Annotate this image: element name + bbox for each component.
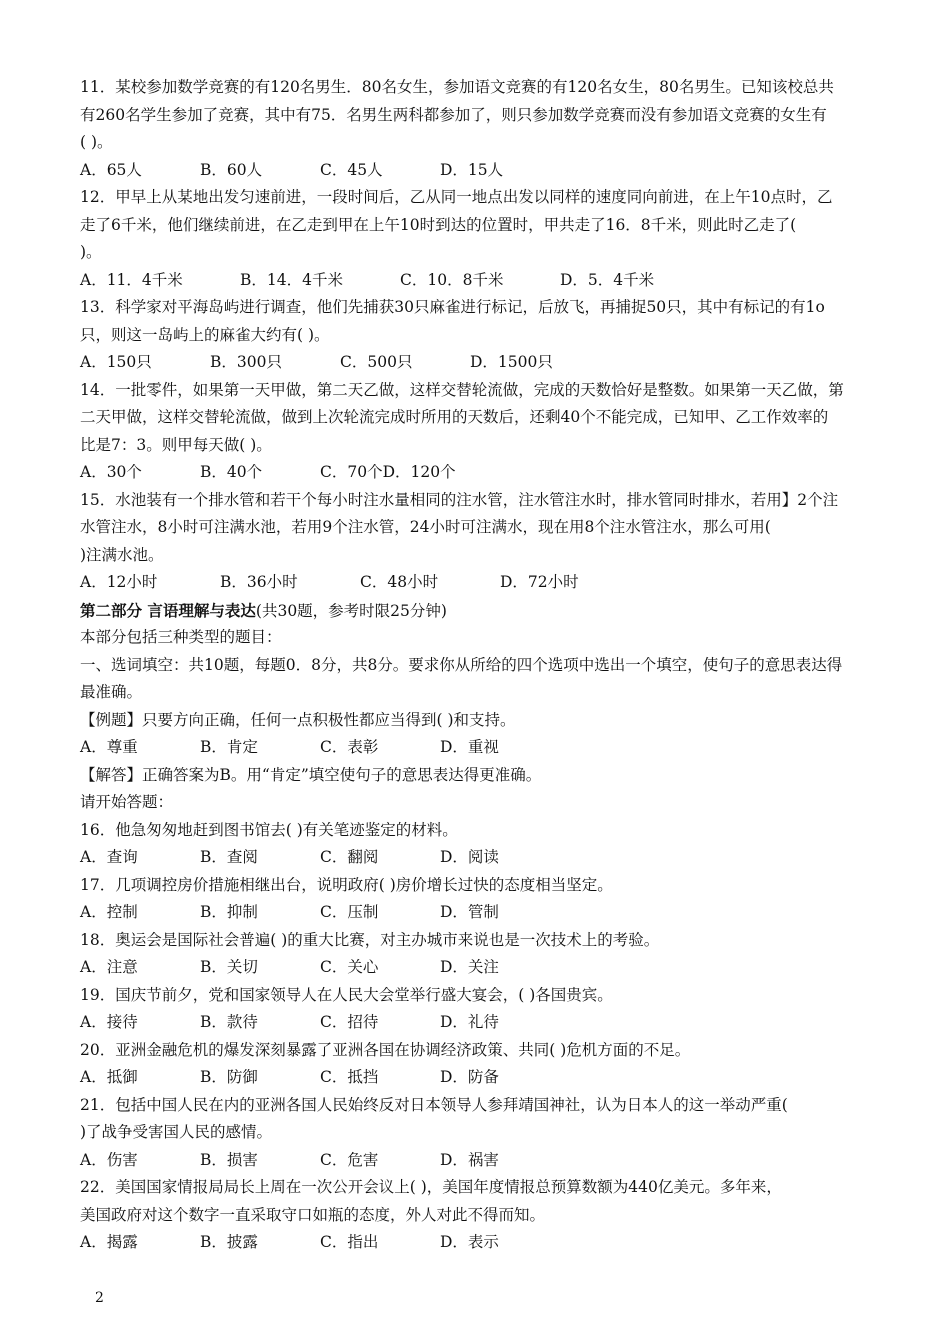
option-c: C．招待: [320, 1013, 379, 1031]
question-text: 水管注水，8小时可注满水池，若用9个注水管，24小时可注满水，现在用8个注水管注水，那么可用(: [80, 518, 771, 536]
option-a: A．注意: [80, 958, 138, 976]
option-a: A．65人: [80, 160, 142, 179]
option-d: D．5．4千米: [560, 270, 655, 289]
options-row: [80, 954, 880, 982]
option-a: A．12小时: [80, 573, 158, 591]
option-d: D．1500只: [470, 353, 553, 371]
question-18: [80, 927, 880, 982]
question-text: 只，则这一岛屿上的麻雀大约有( )。: [80, 325, 330, 344]
question-text: )注满水池。: [80, 545, 164, 564]
option-b: B．36小时: [220, 573, 298, 591]
option-b: B．披露: [200, 1233, 258, 1251]
question-text: 15．水池装有一个排水管和若干个每小时注水量相同的注水管，注水管注水时，排水管同时排水，若用】2个注: [80, 490, 839, 509]
question-11: [80, 74, 880, 184]
option-a: A．11．4千米: [80, 270, 183, 289]
section-title: 第二部分 言语理解与表达: [80, 600, 256, 620]
options-row: [80, 1147, 880, 1175]
question-text: 11．某校参加数学竞赛的有120名男生．80名女生，参加语文竞赛的有120名女生，80名男生。已知该校总共: [80, 78, 834, 96]
options-row: [80, 349, 880, 377]
option-c: C．压制: [320, 903, 379, 921]
part-two-section: [80, 597, 880, 817]
option-b: B．款待: [200, 1013, 258, 1031]
options-row: [80, 734, 880, 762]
question-text: 比是7：3。则甲每天做( )。: [80, 435, 272, 454]
options-row: [80, 844, 880, 872]
question-text: 走了6千米，他们继续前进，在乙走到甲在上午10时到达的位置时，甲共走了16．8千米，则此时乙走了(: [80, 215, 797, 234]
option-b: B．抑制: [200, 903, 258, 921]
example-answer: 【解答】正确答案为B。用“肯定”填空使句子的意思表达得更准确。: [80, 765, 542, 784]
option-d: D．72小时: [500, 573, 579, 591]
option-a: A．伤害: [80, 1150, 138, 1169]
option-b: B．损害: [200, 1150, 258, 1169]
option-b: B．防御: [200, 1068, 258, 1086]
question-22: [80, 1174, 880, 1257]
question-20: [80, 1037, 880, 1092]
question-text: 有260名学生参加了竞赛，其中有75．名男生两科都参加了，则只参加数学竞赛而没有参加语文竞赛的女生有: [80, 105, 827, 124]
options-row: [80, 267, 880, 295]
options-row: [80, 157, 880, 185]
option-c: C．表彰: [320, 738, 379, 756]
option-a: A．接待: [80, 1013, 138, 1031]
question-text: 二天甲做，这样交替轮流做，做到上次轮流完成时所用的天数后，还剩40个不能完成，已知甲、乙工作效率的: [80, 408, 829, 426]
option-d: D．关注: [440, 958, 499, 976]
option-c: C．指出: [320, 1233, 379, 1251]
option-b: B．60人: [200, 160, 263, 179]
document-page: [80, 74, 880, 1257]
option-c: C．500只: [340, 353, 413, 371]
page-number: 2: [95, 1290, 104, 1306]
option-c: C．抵挡: [320, 1068, 379, 1086]
option-b: B．查阅: [200, 848, 258, 866]
question-14: [80, 377, 880, 487]
question-text: 21．包括中国人民在内的亚洲各国人民始终反对日本领导人参拜靖国神社，认为日本人的这一举动严重(: [80, 1095, 788, 1114]
option-b: B．300只: [210, 353, 282, 371]
option-a: A．查询: [80, 848, 138, 866]
options-row: [80, 569, 880, 597]
options-row: [80, 1229, 880, 1257]
options-row: [80, 899, 880, 927]
question-text: 13．科学家对平海岛屿进行调查，他们先捕获30只麻雀进行标记，后放飞，再捕捉50只，其中有标记的有1o: [80, 298, 825, 316]
instructions-text: 一、选词填空：共10题，每题0．8分，共8分。要求你从所给的四个选项中选出一个填空，使句子的意思表达得: [80, 655, 843, 674]
option-d: D．表示: [440, 1233, 499, 1251]
option-d: D．管制: [440, 903, 499, 921]
question-19: [80, 982, 880, 1037]
option-d: D．礼待: [440, 1013, 499, 1031]
question-text: 20．亚洲金融危机的爆发深刻暴露了亚洲各国在协调经济政策、共同( )危机方面的不足。: [80, 1040, 691, 1059]
section-intro: 本部分包括三种类型的题目：: [80, 628, 282, 646]
option-b: B．14．4千米: [240, 270, 343, 289]
option-c: C．关心: [320, 958, 379, 976]
question-12: [80, 184, 880, 294]
option-a: A．150只: [80, 353, 152, 371]
start-prompt: 请开始答题：: [80, 793, 174, 811]
option-c: C．48小时: [360, 573, 439, 591]
question-text: 18．奥运会是国际社会普遍( )的重大比赛，对主办城市来说也是一次技术上的考验。: [80, 930, 660, 949]
example-question: 【例题】只要方向正确，任何一点积极性都应当得到( )和支持。: [80, 710, 516, 729]
options-row: [80, 459, 880, 487]
options-row: [80, 1009, 880, 1037]
question-13: [80, 294, 880, 377]
option-d: D．阅读: [440, 848, 499, 866]
question-text: 16．他急匆匆地赶到图书馆去( )有关笔迹鉴定的材料。: [80, 820, 458, 839]
question-text: 12．甲早上从某地出发匀速前进，一段时间后，乙从同一地点出发以同样的速度同向前进，在上午10点时，乙: [80, 188, 833, 206]
option-c: C．危害: [320, 1150, 379, 1169]
option-b: B．关切: [200, 958, 258, 976]
question-15: [80, 487, 880, 597]
option-c: C．45人: [320, 160, 383, 179]
option-a: A．抵御: [80, 1068, 138, 1086]
section-heading: [80, 597, 880, 625]
option-a: A．控制: [80, 903, 138, 921]
question-16: [80, 817, 880, 872]
option-b: B．肯定: [200, 738, 258, 756]
option-d: D．祸害: [440, 1150, 499, 1169]
options-row: [80, 1064, 880, 1092]
option-a: A．30个: [80, 463, 142, 481]
question-text: )。: [80, 243, 102, 261]
question-text: 19．国庆节前夕，党和国家领导人在人民大会堂举行盛大宴会，( )各国贵宾。: [80, 985, 613, 1004]
option-c: C．翻阅: [320, 848, 379, 866]
option-c: C．10．8千米: [400, 270, 504, 289]
question-text: 17．几项调控房价措施相继出台，说明政府( )房价增长过快的态度相当坚定。: [80, 875, 613, 894]
option-b: B．40个: [200, 463, 263, 481]
question-text: 22．美国国家情报局局长上周在一次公开会议上( )，美国年度情报总预算数额为440亿美元。多年来，: [80, 1178, 782, 1196]
option-cd: C．70个D．120个: [320, 463, 456, 481]
question-21: [80, 1092, 880, 1175]
question-text: 美国政府对这个数字一直采取守口如瓶的态度，外人对此不得而知。: [80, 1205, 546, 1224]
question-text: 14．一批零件，如果第一天甲做，第二天乙做，这样交替轮流做，完成的天数恰好是整数。如果第一天乙做，第: [80, 380, 844, 399]
instructions-text: 最准确。: [80, 683, 143, 701]
question-17: [80, 872, 880, 927]
question-text: ( )。: [80, 133, 113, 151]
option-a: A．揭露: [80, 1233, 138, 1251]
section-note: (共30题，参考时限25分钟): [255, 601, 447, 620]
option-d: D．15人: [440, 160, 504, 179]
option-d: D．重视: [440, 738, 499, 756]
option-d: D．防备: [440, 1068, 499, 1086]
option-a: A．尊重: [80, 738, 138, 756]
question-text: )了战争受害国人民的感情。: [80, 1123, 273, 1141]
